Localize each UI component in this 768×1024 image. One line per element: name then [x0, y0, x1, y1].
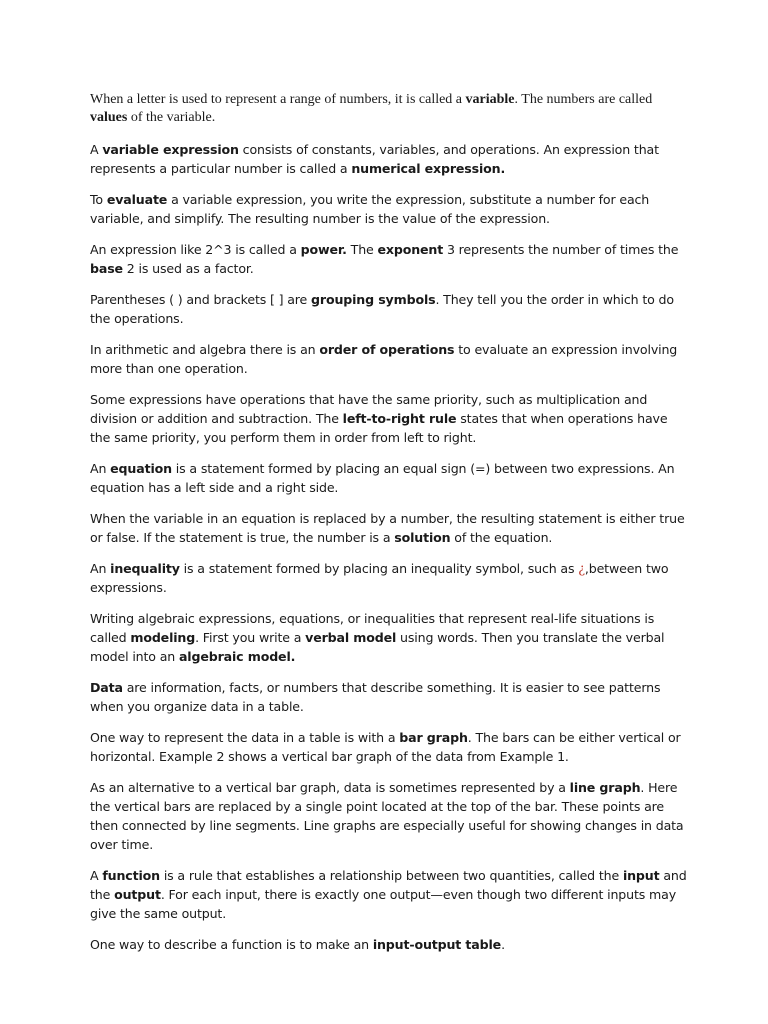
text-run: One way to describe a function is to make an — [90, 937, 373, 952]
text-run: ¿ — [578, 561, 585, 576]
paragraph — [90, 559, 690, 597]
text-run: . — [501, 937, 505, 952]
paragraph — [90, 609, 690, 666]
document-page — [90, 91, 690, 966]
text-run: . First you write a — [195, 630, 306, 645]
text-run: of the equation. — [450, 530, 553, 545]
text-run: Some expressions have operations that have the same priority, such as multiplication and division or addition and subtraction. The — [90, 392, 648, 426]
text-run: To — [90, 192, 107, 207]
bold-term: evaluate — [106, 192, 168, 207]
paragraph — [90, 728, 690, 766]
text-run: to evaluate an expression involving more than one operation. — [90, 342, 678, 376]
paragraph — [90, 140, 690, 178]
bold-term: output — [114, 887, 161, 902]
bold-term: numerical expression. — [351, 161, 506, 176]
text-run: and the — [90, 868, 687, 902]
paragraph — [90, 340, 690, 378]
bold-term: power. — [300, 242, 347, 257]
paragraph — [90, 290, 690, 328]
text-run: of the variable. — [127, 110, 216, 125]
bold-term: base — [90, 261, 123, 276]
bold-term: solution — [394, 530, 451, 545]
text-run: is a statement formed by placing an inequality symbol, such as — [179, 561, 579, 576]
bold-term: left-to-right rule — [342, 411, 457, 426]
text-run: An — [90, 561, 111, 576]
text-run: is a statement formed by placing an equal sign (=) between two expressions. An equation has a left side and a right side. — [90, 461, 675, 495]
text-run: Writing algebraic expressions, equations, or inequalities that represent real-life situations is called — [90, 611, 655, 645]
paragraph — [90, 190, 690, 228]
bold-term: grouping symbols — [311, 292, 436, 307]
text-run: a variable expression, you write the expression, substitute a number for each variable, and simplify. The resulting number is the value of the expression. — [90, 192, 650, 226]
text-run: As an alternative to a vertical bar graph, data is sometimes represented by a — [90, 780, 570, 795]
text-run: are information, facts, or numbers that describe something. It is easier to see patterns when you organize data in a table. — [90, 680, 661, 714]
bold-term: modeling — [130, 630, 196, 645]
text-run: is a rule that establishes a relationship between two quantities, called the — [159, 868, 623, 883]
bold-term: Data — [90, 680, 123, 695]
paragraph — [90, 509, 690, 547]
text-run: In arithmetic and algebra there is an — [90, 342, 320, 357]
text-run: An expression like 2^3 is called a — [90, 242, 301, 257]
paragraph — [90, 459, 690, 497]
text-run: Parentheses ( ) and brackets [ ] are — [90, 292, 312, 307]
bold-term: input — [622, 868, 660, 883]
text-run: One way to represent the data in a table is with a — [90, 730, 400, 745]
bold-term: exponent — [377, 242, 444, 257]
text-run: . The numbers are called — [514, 92, 653, 107]
bold-term: function — [102, 868, 160, 883]
bold-term: bar graph — [399, 730, 468, 745]
text-run: When the variable in an equation is replaced by a number, the resulting statement is either true or false. If the statement is true, the number is a — [90, 511, 685, 545]
text-run: An — [90, 461, 111, 476]
text-run: using words. Then you translate the verbal model into an — [90, 630, 665, 664]
bold-term: equation — [110, 461, 172, 476]
text-run: . Here the vertical bars are replaced by a single point located at the top of the bar. These points are then connected by line segments. Line graphs are especially useful for showing changes in data over time. — [90, 780, 684, 852]
paragraph — [90, 778, 690, 854]
text-run: A — [90, 142, 103, 157]
paragraph — [90, 866, 690, 923]
bold-term: order of operations — [319, 342, 455, 357]
paragraph — [90, 91, 690, 127]
bold-term: algebraic model. — [178, 649, 296, 664]
text-run: . For each input, there is exactly one output—even though two different inputs may give the same output. — [90, 887, 677, 921]
paragraph — [90, 390, 690, 447]
text-run: ,between two expressions. — [90, 561, 669, 595]
bold-term: variable expression — [102, 142, 239, 157]
bold-term: values — [90, 110, 128, 125]
text-run: . They tell you the order in which to do the operations. — [90, 292, 674, 326]
bold-term: verbal model — [305, 630, 397, 645]
bold-term: line graph — [569, 780, 641, 795]
text-run: 2 is used as a factor. — [122, 261, 254, 276]
paragraph — [90, 678, 690, 716]
text-run: consists of constants, variables, and operations. An expression that represents a particular number is called a — [90, 142, 659, 176]
text-run: The — [346, 242, 378, 257]
text-run: states that when operations have the same priority, you perform them in order from left to right. — [90, 411, 668, 445]
text-run: When a letter is used to represent a range of numbers, it is called a — [90, 92, 466, 107]
text-run: A — [90, 868, 103, 883]
paragraph — [90, 935, 690, 954]
text-run: 3 represents the number of times the — [443, 242, 679, 257]
text-run: . The bars can be either vertical or horizontal. Example 2 shows a vertical bar graph of the data from Example 1. — [90, 730, 681, 764]
paragraph — [90, 240, 690, 278]
bold-term: variable — [465, 92, 515, 107]
bold-term: inequality — [110, 561, 180, 576]
bold-term: input-output table — [372, 937, 502, 952]
